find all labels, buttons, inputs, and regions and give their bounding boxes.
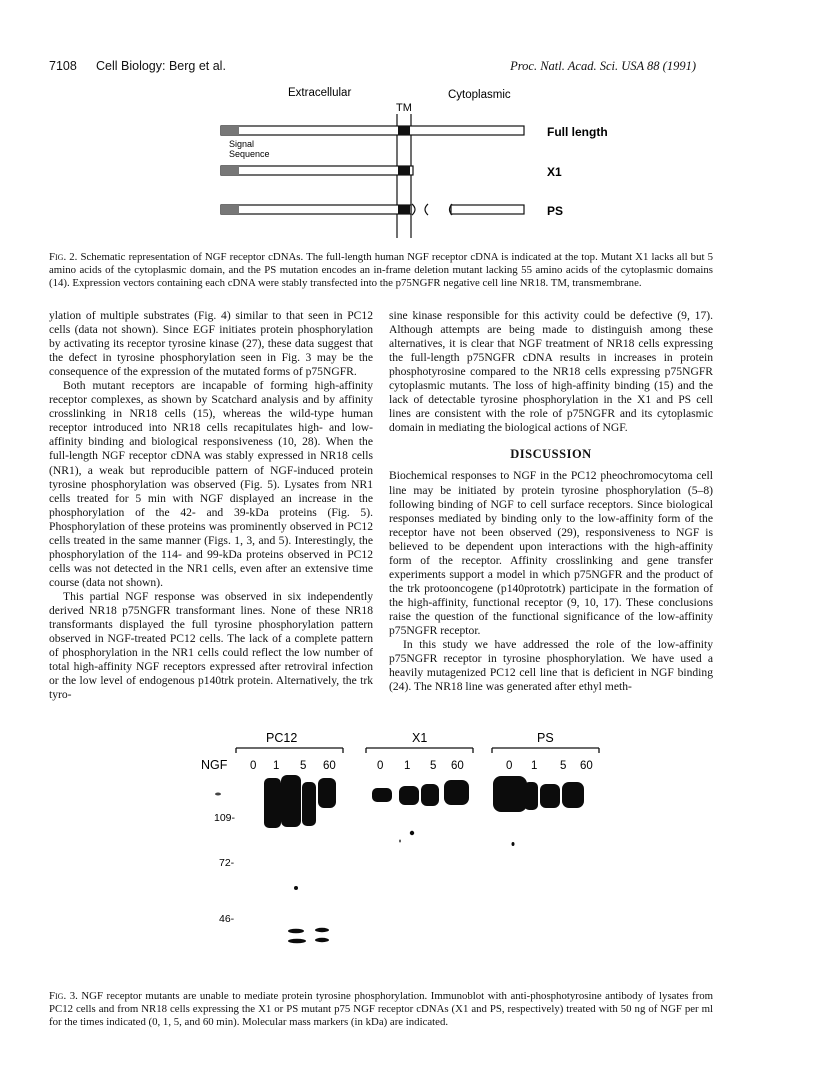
band bbox=[444, 780, 469, 805]
band bbox=[540, 784, 560, 808]
figure3-immunoblot bbox=[0, 720, 816, 980]
band bbox=[421, 784, 439, 806]
time-label: 0 bbox=[377, 760, 384, 772]
group-label-pc12: PC12 bbox=[266, 731, 298, 745]
marker-72: 72- bbox=[219, 857, 235, 869]
figure2-schematic bbox=[0, 0, 816, 250]
figure3-caption-text: NGF receptor mutants are unable to mediate protein tyrosine phosphorylation. Immunoblot with anti-phosphotyrosine antibody of lysates from PC12 cells and from NR18 cells expressing the X1 or PS mutant p75 NGF receptor cDNAs (X1 and PS, respectively) treated with 50 ng of NGF per ml for the times indicated (0, 1, 5, and 60 min). Molecular mass markers (in kDa) are indicated. bbox=[49, 990, 713, 1029]
band bbox=[302, 782, 316, 826]
group-bracket-pc12 bbox=[236, 748, 343, 753]
time-label: 60 bbox=[580, 760, 593, 772]
label-signal: Signal bbox=[229, 139, 255, 149]
time-label: 60 bbox=[323, 760, 336, 772]
blot-lanes-x1 bbox=[372, 780, 469, 843]
figure3-caption-label: Fig. 3. bbox=[49, 990, 78, 1002]
figure2-caption bbox=[49, 251, 713, 291]
band bbox=[288, 929, 304, 934]
paragraph: ylation of multiple substrates (Fig. 4) similar to that seen in PC12 cells (data not shown). Since EGF initiates protein phosphorylation by activating its receptor tyrosine kinase (27), these data suggest that the defect in tyrosine phosphorylation seen in Fig. 3 may be the consequence of the expression of the mutated forms of p75NGFR. bbox=[49, 309, 373, 379]
construct-ps bbox=[221, 204, 524, 215]
band bbox=[294, 886, 298, 890]
band bbox=[524, 782, 538, 810]
band bbox=[410, 831, 414, 835]
running-header-journal: Proc. Natl. Acad. Sci. USA 88 (1991) bbox=[510, 59, 696, 73]
paragraph: Biochemical responses to NGF in the PC12 pheochromocytoma cell line may be initiated by protein tyrosine phosphorylation (5–8) following binding of NGF to cell surface receptors. Since biological responses mediated by binding only to the low-affinity form of the receptor have not been observed (29), responsiveness to NGF is believed to be dependent upon interactions with the high-affinity form of the receptor. Affinity crosslinking and gene transfer experiments support a model in which p75NGFR and the product of the trk protooncogene (p140prototrk) participate in the formation of the high-affinity, functional receptor (9, 10, 17). These conclusions raise the question of the functional significance of the low-affinity p75NGFR receptor. bbox=[389, 469, 713, 637]
time-label: 5 bbox=[430, 760, 437, 772]
band bbox=[215, 793, 221, 796]
time-label: 60 bbox=[451, 760, 464, 772]
label-x1: X1 bbox=[547, 165, 562, 179]
label-sequence: Sequence bbox=[229, 149, 270, 159]
discussion-heading: DISCUSSION bbox=[510, 447, 592, 462]
band bbox=[315, 938, 329, 942]
ngf-label: NGF bbox=[201, 758, 228, 772]
page-number: 7108 bbox=[49, 59, 77, 73]
paragraph: sine kinase responsible for this activity could be defective (9, 17). Although attempts are being made to distinguish among these alternatives, it is clear that NGF treatment of NR18 cells expressing the full-length p75NGFR cDNA results in increases in protein phosphotyrosine compared to the NR18 cells expressing p75NGFR cytoplasmic mutants. The loss of high-affinity binding (15) and the lack of detectable tyrosine phosphorylation in the X1 and PS cell lines are consistent with the role of p75NGFR and its cytoplasmic domain in mediating the biological actions of NGF. bbox=[389, 309, 713, 435]
label-full-length: Full length bbox=[547, 125, 608, 139]
time-label: 1 bbox=[404, 760, 411, 772]
band bbox=[288, 939, 306, 944]
figure2-caption-label: Fig. 2. bbox=[49, 251, 78, 263]
label-extracellular: Extracellular bbox=[288, 87, 352, 99]
group-label-ps: PS bbox=[537, 731, 554, 745]
band bbox=[372, 788, 392, 802]
group-bracket-x1 bbox=[366, 748, 473, 753]
time-label: 5 bbox=[560, 760, 567, 772]
marker-109: 109- bbox=[214, 812, 236, 824]
band bbox=[493, 776, 527, 812]
right-column bbox=[389, 309, 713, 694]
label-ps: PS bbox=[547, 204, 564, 218]
time-label: 1 bbox=[273, 760, 280, 772]
figure3-caption bbox=[49, 990, 713, 1030]
construct-full-length bbox=[221, 126, 524, 135]
time-label: 5 bbox=[300, 760, 307, 772]
blot-lanes-ps bbox=[493, 776, 584, 846]
figure2-caption-text: Schematic representation of NGF receptor cDNAs. The full-length human NGF receptor cDNA is indicated at the top. Mutant X1 lacks all but 5 amino acids of the cytoplasmic domain, and the PS mutation encodes an in-frame deletion mutant lacking 55 amino acids of the cytoplasmic domains (14). Expression vectors containing each cDNA were stably transfected into the p75NGFR negative cell line NR18. TM, transmembrane. bbox=[49, 251, 713, 290]
time-label: 0 bbox=[250, 760, 257, 772]
band bbox=[318, 778, 336, 808]
band bbox=[562, 782, 584, 808]
group-label-x1: X1 bbox=[412, 731, 428, 745]
band bbox=[512, 842, 515, 846]
group-bracket-ps bbox=[492, 748, 599, 753]
marker-46: 46- bbox=[219, 913, 235, 925]
paragraph: In this study we have addressed the role of the low-affinity p75NGFR receptor in tyrosine phosphorylation. We have used a heavily mutagenized PC12 cell line that is deficient in NGF binding (24). The NR18 line was generated after ethyl meth- bbox=[389, 638, 713, 694]
band bbox=[399, 840, 401, 843]
label-cytoplasmic: Cytoplasmic bbox=[448, 89, 511, 101]
construct-x1 bbox=[221, 166, 413, 175]
time-label: 1 bbox=[531, 760, 538, 772]
band bbox=[399, 786, 419, 805]
band bbox=[264, 778, 281, 828]
left-column bbox=[49, 309, 373, 702]
paragraph: Both mutant receptors are incapable of forming high-affinity receptor complexes, as shown by Scatchard analysis and by affinity crosslinking in NR18 cells (15), whereas the wild-type human receptor introduced into NR18 cells recapitulates high- and low-affinity binding and biological responsiveness (10, 28). When the full-length NGF receptor cDNA was stably expressed in NR18 cells (NR1), a weak but reproducible pattern of NGF-induced protein tyrosine phosphorylation was observed (Fig. 5). Lysates from NR1 cells treated for 5 min with NGF displayed an increase in the phosphorylation of the 42- and 39-kDa proteins (Fig. 5). Phosphorylation of these proteins was prominently observed in PC12 cells treated in the same manner (Figs. 1, 3, and 5). Interestingly, the phosphorylation of the 114- and 99-kDa proteins observed in PC12 cells was not detected in the NR1 cells, even after an extensive time course (data not shown). bbox=[49, 379, 373, 589]
band bbox=[315, 928, 329, 932]
paragraph: This partial NGF response was observed in six independently derived NR18 p75NGFR transformant lines. None of these NR18 transformants displayed the full tyrosine phosphorylation pattern observed in NGF-treated PC12 cells. The lack of a complete pattern of phosphorylation in the NR1 cells could reflect the low number of total high-affinity NGF receptors expressed after retroviral infection or the low level of endogenous p140trk protein. Alternatively, the trk tyro- bbox=[49, 589, 373, 702]
label-tm: TM bbox=[396, 102, 412, 114]
running-header-section: Cell Biology: Berg et al. bbox=[96, 59, 226, 73]
band bbox=[281, 775, 301, 827]
time-label: 0 bbox=[506, 760, 513, 772]
